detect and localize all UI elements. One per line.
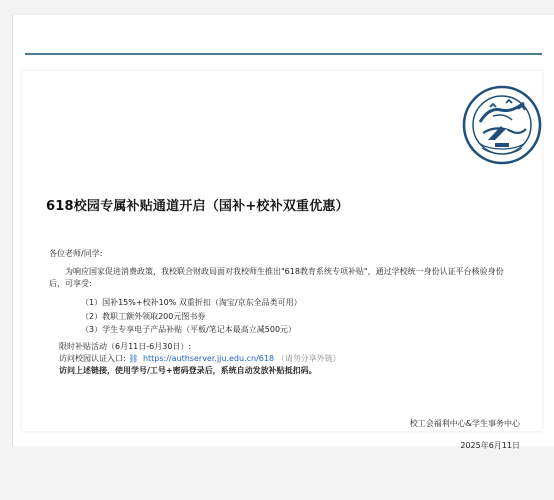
benefits-list bbox=[49, 296, 519, 337]
notice-body bbox=[49, 248, 519, 377]
portal-label: 访问校园认证入口: bbox=[59, 353, 126, 363]
campaign-period: 限时补贴活动（6月11日-6月30日）: bbox=[59, 341, 192, 351]
benefit-item: （3）学生专享电子产品补贴（平板/笔记本最高立减500元） bbox=[81, 325, 297, 334]
link-icon: ⛓ bbox=[128, 353, 139, 363]
benefit-item: （1）国补15%+校补10% 双重折扣（淘宝/京东全品类可用） bbox=[81, 298, 302, 307]
login-instruction: 访问上述链接，使用学号/工号+密码登录后，系统自动发放补贴抵扣码。 bbox=[59, 365, 317, 375]
header-divider bbox=[25, 53, 542, 55]
benefit-item: （2）教职工额外领取200元图书券 bbox=[81, 311, 206, 321]
greeting-text: 各位老师/同学: bbox=[49, 249, 103, 258]
notice-document bbox=[22, 71, 542, 450]
intro-paragraph: 为响应国家促进消费政策，我校联合财政局面对我校师生推出"618教育系统专项补贴"，通过学校统一身份认证平台核验身份后，可享受: bbox=[49, 267, 504, 288]
notice-title: 618校园专属补贴通道开启（国补+校补双重优惠） bbox=[46, 199, 349, 214]
portal-row bbox=[59, 353, 519, 365]
university-seal-logo bbox=[462, 85, 542, 165]
portal-link[interactable]: https://authserver.jju.edu.cn/618 bbox=[142, 353, 275, 363]
notice-date: 2025年6月11日 bbox=[460, 441, 520, 450]
sender-signature: 校工会福利中心&学生事务中心 bbox=[409, 419, 520, 428]
action-lines bbox=[49, 341, 519, 377]
portal-note: （请勿分享外链） bbox=[276, 353, 341, 363]
